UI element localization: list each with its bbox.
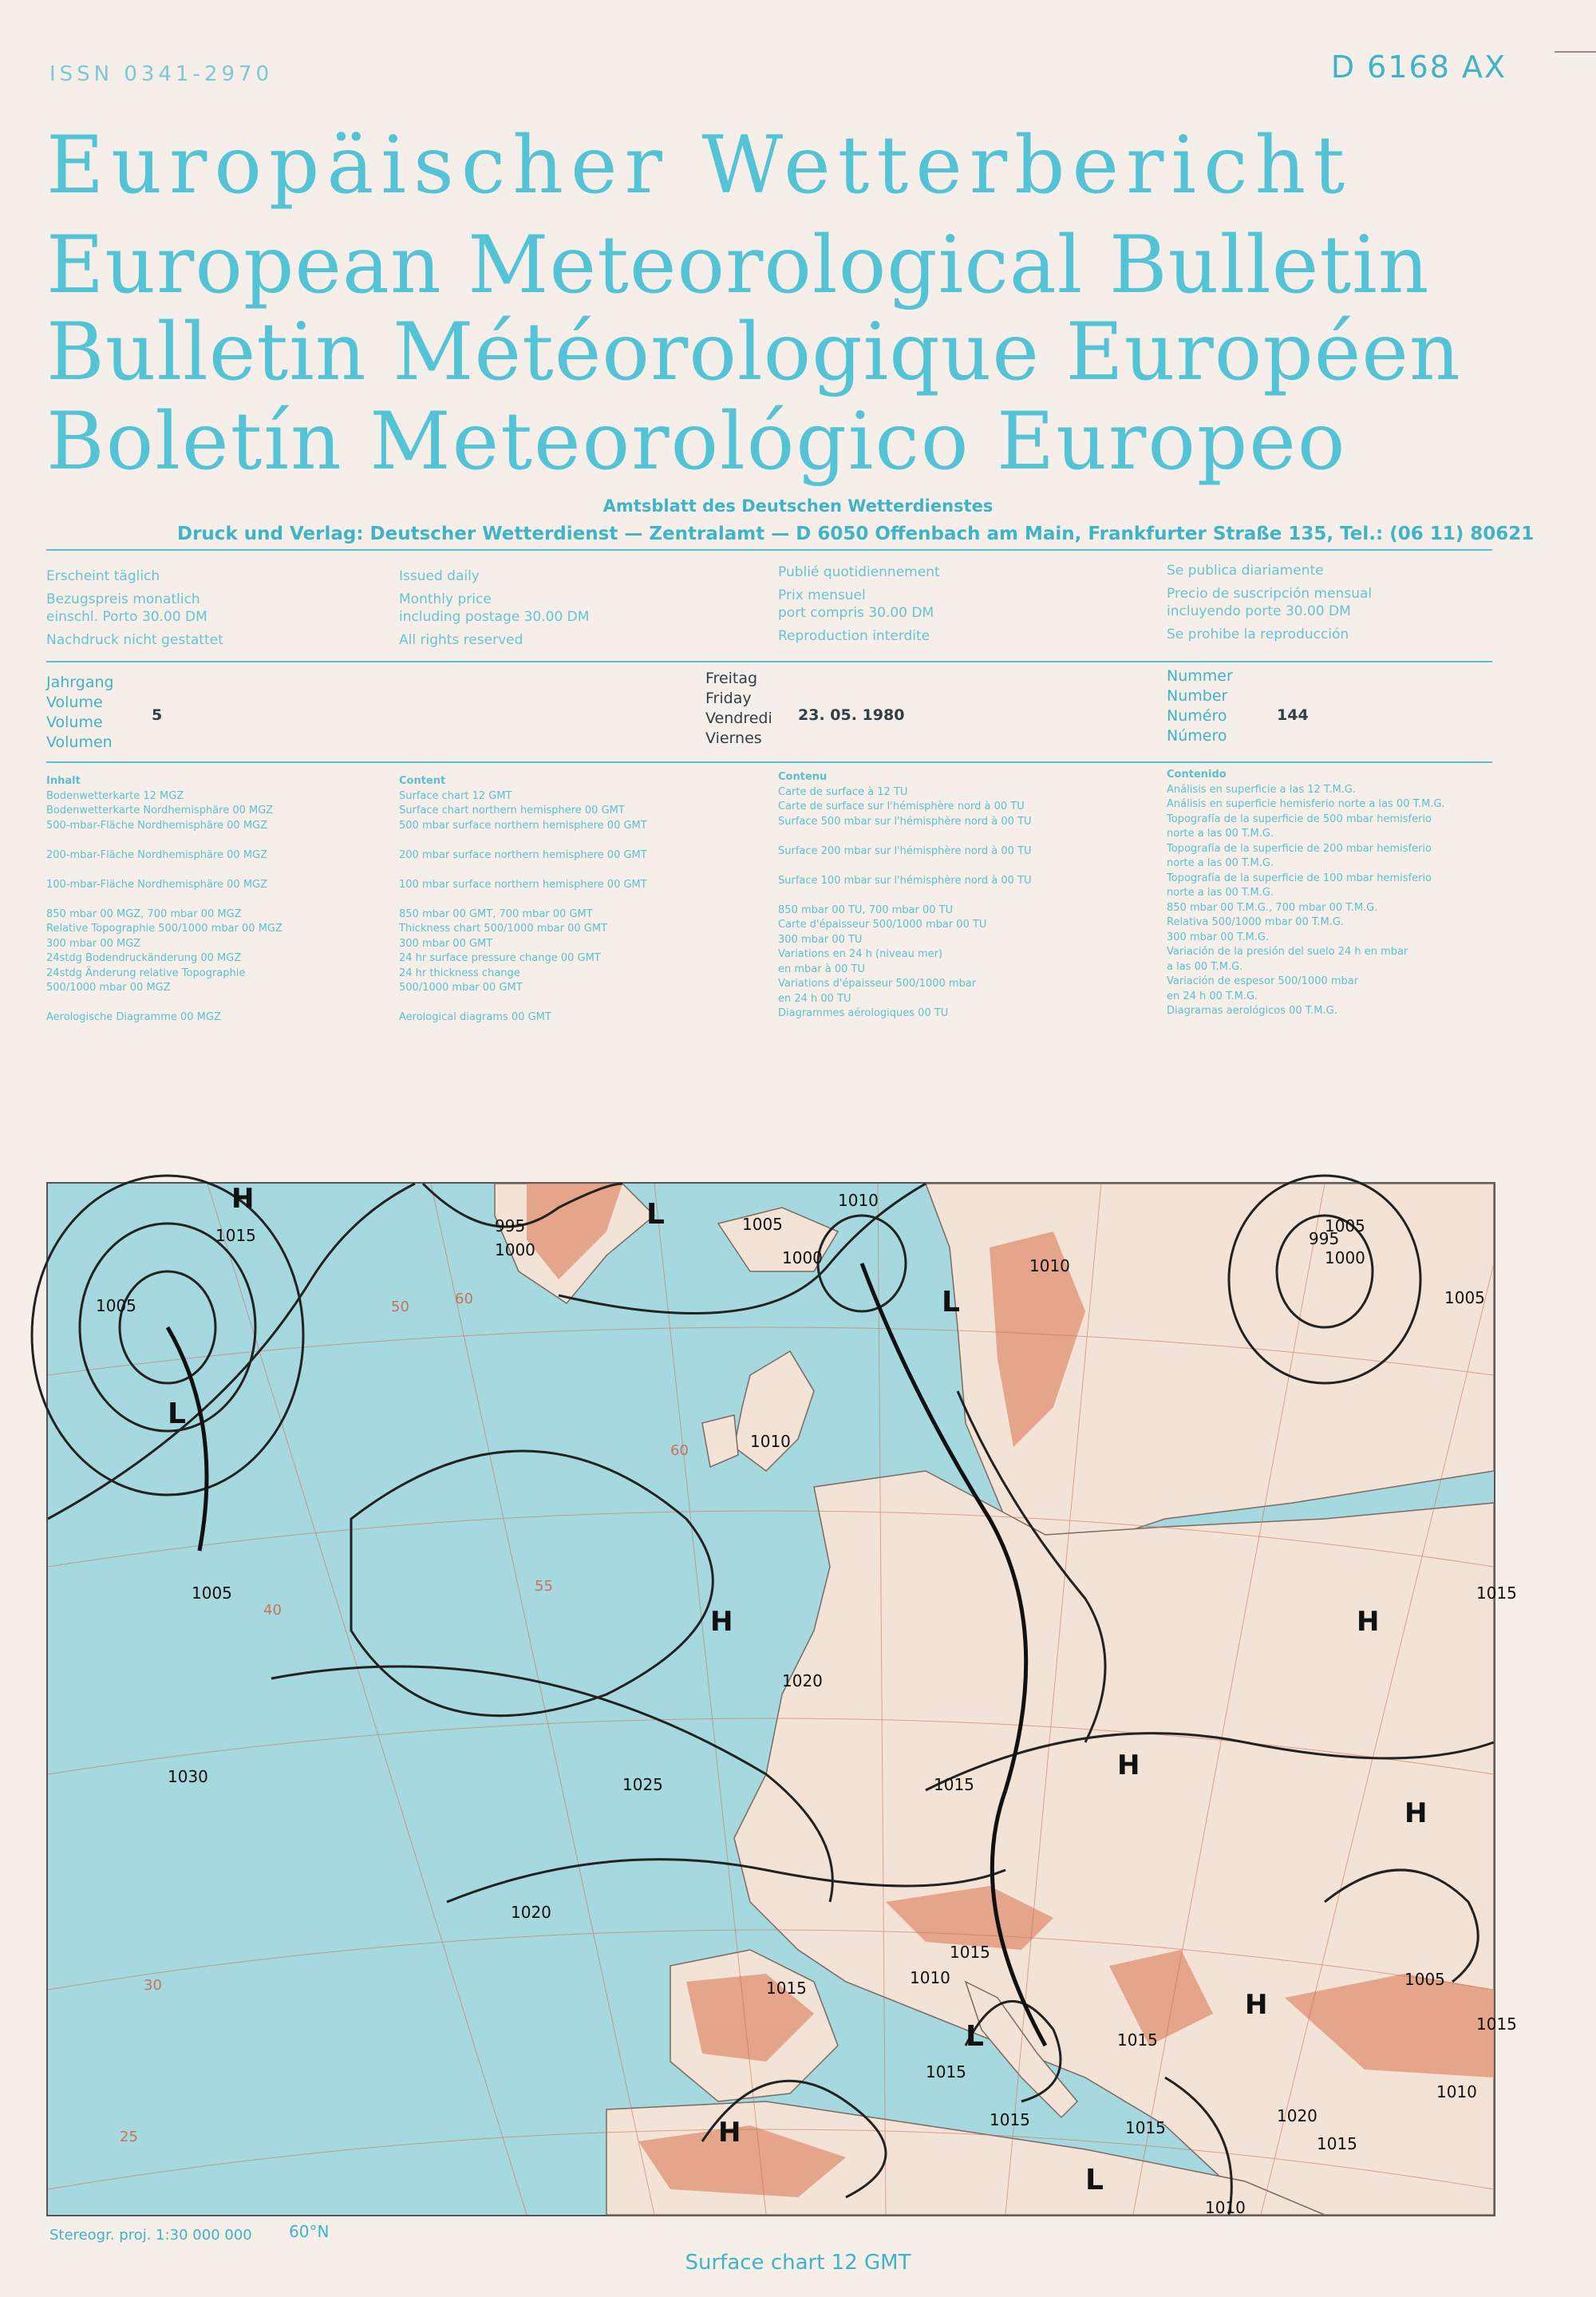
isobar-label: 1020 [1277,2106,1317,2125]
high-pressure-center: H [1404,1797,1428,1829]
contents-item [46,996,282,1011]
graticule-label: 25 [120,2129,138,2145]
contents-item: Surface 200 mbar sur l'hémisphère nord à 00 TU [778,844,1032,857]
contents-item: Surface 500 mbar sur l'hémisphère nord à 00 TU [778,815,1032,828]
isobar-label: 1010 [838,1191,879,1210]
graticule-label: 60 [455,1291,473,1307]
day-labels [705,669,772,749]
isobar-label: 1000 [1325,1248,1365,1267]
contents-item: Carte de surface sur l'hémisphère nord à 00 TU [778,801,1025,812]
contents-heading: Content [399,775,446,787]
contents-item: 24 hr surface pressure change 00 GMT [399,952,601,964]
sub-es-line: Se prohibe la reproducción [1167,627,1349,642]
contents-item: Bodenwetterkarte Nordhemisphäre 00 MGZ [46,805,274,816]
low-pressure-center: L [966,2020,984,2053]
contents-item: Aerologische Diagramme 00 MGZ [46,1011,221,1023]
graticule-label: 55 [535,1578,553,1595]
projection-note: Stereogr. proj. 1:30 000 000 [49,2227,252,2244]
issue-number: 144 [1277,706,1309,724]
surface-chart-map [46,1182,1517,2217]
subscription-fr [778,563,940,645]
isobar-label: 1015 [1317,2134,1357,2153]
corner-mark [1555,51,1596,53]
latitude-note: 60°N [289,2222,330,2241]
volume-number: 5 [152,706,163,724]
contents-item: 300 mbar 00 MGZ [46,937,141,950]
contents-item: en mbar à 00 TU [778,963,865,975]
contents-item: Surface chart northern hemisphere 00 GMT [399,805,625,816]
number-label: Number [1167,687,1228,705]
isobar-label: 1010 [1205,2198,1246,2217]
contents-item: Análisis en superficie a las 12 T.M.G. [1167,783,1357,796]
low-pressure-center: L [942,1286,960,1319]
volume-label: Volumen [46,733,113,751]
contents-item: Bodenwetterkarte 12 MGZ [46,789,184,802]
number-label: Numéro [1167,707,1227,725]
volume-labels [46,673,114,753]
isobar-label: 1005 [1404,1970,1445,1989]
contents-item: Diagrammes aérologiques 00 TU [778,1007,949,1019]
sub-de-line: einschl. Porto 30.00 DM [46,609,207,625]
contents-item: 850 mbar 00 T.M.G., 700 mbar 00 T.M.G. [1167,901,1378,914]
title-english: European Meteorological Bulletin [46,219,1430,311]
isobar-label: 1010 [1029,1256,1070,1275]
isobar-label: 1030 [168,1767,208,1786]
contents-item: Carte de surface à 12 TU [778,785,908,798]
isobar-label: 1005 [192,1583,232,1603]
contents-item: en 24 h 00 T.M.G. [1167,990,1258,1002]
day-label: Friday [705,690,752,707]
contents-item: 500/1000 mbar 00 MGZ [46,982,171,994]
contents-item: 200-mbar-Fläche Nordhemisphäre 00 MGZ [46,848,268,861]
contents-item: 24 hr thickness change [399,967,520,979]
isobar-label: 1000 [782,1248,823,1267]
contents-item: a las 00 T.M.G. [1167,960,1243,973]
isobar-label: 1015 [215,1226,256,1245]
isobar-label: 1015 [766,1979,807,1998]
contents-item [399,996,647,1011]
contents-item: 850 mbar 00 MGZ, 700 mbar 00 MGZ [46,907,242,920]
high-pressure-center: H [231,1183,255,1215]
high-pressure-center: H [718,2117,741,2149]
isobar-label: 1010 [750,1432,791,1451]
contents-item: 24stdg Bodendruckänderung 00 MGZ [46,952,242,964]
contents-item [778,829,1032,844]
isobar-label: 1010 [1436,2082,1477,2101]
divider [46,549,1492,551]
contents-item: Carte d'épaisseur 500/1000 mbar 00 TU [778,919,987,931]
sub-en-line: All rights reserved [399,632,523,648]
isobar-label: 1000 [495,1240,535,1259]
contents-item [399,863,647,878]
issue-date: 23. 05. 1980 [798,706,905,724]
sub-en-line: including postage 30.00 DM [399,609,590,625]
isobar-label: 1015 [950,1943,990,1962]
day-label: Freitag [705,670,758,687]
contents-item: 850 mbar 00 TU, 700 mbar 00 TU [778,903,954,916]
sub-en-line: Monthly price [399,591,492,607]
low-pressure-center: L [1085,2164,1104,2196]
contents-item: 850 mbar 00 GMT, 700 mbar 00 GMT [399,907,593,920]
isobar-label: 1005 [96,1296,136,1315]
subscription-es [1167,562,1372,643]
contents-item: norte a las 00 T.M.G. [1167,887,1274,899]
contents-item [46,833,282,848]
contents-de [46,774,282,1026]
contents-item [778,888,1032,903]
sub-de-line: Nachdruck nicht gestattet [46,632,223,648]
number-labels [1167,666,1233,746]
sub-es-line: Se publica diariamente [1167,563,1324,579]
isobar-label: 1015 [1125,2118,1166,2137]
contents-item: Surface 100 mbar sur l'hémisphère nord à 00 TU [778,874,1032,887]
contents-item [399,892,647,907]
isobar-label: 1005 [1444,1288,1485,1307]
contents-item: Surface chart 12 GMT [399,789,512,802]
contents-item: norte a las 00 T.M.G. [1167,828,1274,840]
isobar-label: 995 [1309,1229,1340,1248]
title-french: Bulletin Météorologique Européen [46,306,1461,398]
title-german: Europäischer Wetterbericht [46,120,1353,212]
contents-item: Topografía de la superficie de 100 mbar hemisferio [1167,872,1432,884]
contents-item: en 24 h 00 TU [778,992,851,1005]
contents-item: 500/1000 mbar 00 GMT [399,982,523,994]
divider [46,661,1492,662]
isobar-label: 1015 [1476,2014,1517,2034]
sub-fr-line: port compris 30.00 DM [778,605,934,621]
contents-item: Relative Topographie 500/1000 mbar 00 MGZ [46,923,282,935]
contents-heading: Contenido [1167,769,1227,781]
publication-code: D 6168 AX [1330,49,1507,85]
day-label: Vendredi [705,710,772,727]
title-spanish: Boletín Meteorológico Europeo [46,396,1347,488]
isobar-label: 1025 [622,1775,663,1794]
number-label: Nummer [1167,667,1233,685]
isobar-label: 1015 [934,1775,974,1794]
high-pressure-center: H [1357,1606,1380,1638]
contents-item: Topografía de la superficie de 500 mbar hemisferio [1167,812,1432,825]
volume-label: Jahrgang [46,674,114,691]
high-pressure-center: H [710,1606,733,1638]
graticule-label: 60 [670,1442,689,1459]
contents-item [46,892,282,907]
contents-fr [778,770,1032,1022]
contents-item: norte a las 00 T.M.G. [1167,857,1274,869]
high-pressure-center: H [1245,1989,1268,2021]
sub-fr-line: Publié quotidiennement [778,564,940,580]
surface-chart-svg [48,1183,1517,2217]
isobar-label: 1005 [742,1215,783,1234]
isobar-label: 1005 [1325,1216,1365,1235]
contents-heading: Contenu [778,771,828,783]
sub-es-line: incluyendo porte 30.00 DM [1167,603,1351,619]
contents-item: 24stdg Änderung relative Topographie [46,967,246,979]
contents-en [399,774,647,1026]
isobar-label: 1015 [1117,2030,1158,2050]
contents-item: Aerological diagrams 00 GMT [399,1011,551,1023]
day-label: Viernes [705,729,762,747]
isobar-label: 995 [495,1216,526,1235]
map-caption: Surface chart 12 GMT [685,2251,911,2275]
contents-item: Variación de espesor 500/1000 mbar [1167,975,1359,987]
issn: ISSN 0341-2970 [49,62,274,86]
isobar-label: 1020 [511,1903,551,1922]
amtsblatt: Amtsblatt des Deutschen Wetterdienstes [602,496,994,516]
sub-de-line: Erscheint täglich [46,568,160,584]
subscription-en [399,567,589,649]
volume-label: Volume [46,714,103,731]
contents-item: 100-mbar-Fläche Nordhemisphäre 00 MGZ [46,878,268,891]
sub-fr-line: Prix mensuel [778,587,866,603]
sub-en-line: Issued daily [399,568,480,584]
isobar-label: 1010 [910,1968,950,1987]
contents-item: Thickness chart 500/1000 mbar 00 GMT [399,923,607,935]
publisher-line: Druck und Verlag: Deutscher Wetterdienst — Zentralamt — D 6050 Offenbach am Main, Frankfurter Straße 135, Tel.: (06 11) 80621 [177,524,1535,544]
contents-item: Análisis en superficie hemisferio norte a las 00 T.M.G. [1167,798,1445,810]
contents-item: Variations en 24 h (niveau mer) [778,948,943,960]
divider [46,761,1492,763]
graticule-label: 30 [144,1977,162,1994]
contents-es [1167,768,1445,1019]
contents-item: 500 mbar surface northern hemisphere 00 GMT [399,819,647,832]
volume-label: Volume [46,694,103,711]
isobar-label: 1015 [990,2110,1030,2129]
isobar-label: 1020 [782,1671,823,1690]
contents-item: Topografía de la superficie de 200 mbar hemisferio [1167,842,1432,855]
contents-item: Diagramas aerológicos 00 T.M.G. [1167,1005,1337,1017]
contents-item: 100 mbar surface northern hemisphere 00 GMT [399,878,647,891]
contents-item: Variations d'épaisseur 500/1000 mbar [778,978,977,990]
graticule-label: 40 [263,1602,282,1619]
sub-de-line: Bezugspreis monatlich [46,591,200,607]
contents-item [778,859,1032,874]
graticule-label: 50 [391,1299,409,1315]
contents-item: 200 mbar surface northern hemisphere 00 GMT [399,848,647,861]
isobar-label: 1015 [926,2062,966,2082]
subscription-de [46,567,223,649]
number-label: Número [1167,727,1227,745]
contents-item: 300 mbar 00 T.M.G. [1167,931,1270,943]
contents-item: 500-mbar-Fläche Nordhemisphäre 00 MGZ [46,819,268,832]
sub-es-line: Precio de suscripción mensual [1167,586,1373,602]
contents-item: 300 mbar 00 GMT [399,937,493,950]
contents-item: 300 mbar 00 TU [778,933,863,946]
contents-item [399,833,647,848]
contents-heading: Inhalt [46,775,81,787]
isobar-label: 1015 [1476,1583,1517,1603]
contents-item: Relativa 500/1000 mbar 00 T.M.G. [1167,916,1345,928]
low-pressure-center: L [646,1198,665,1231]
low-pressure-center: L [168,1398,186,1430]
sub-fr-line: Reproduction interdite [778,628,930,644]
contents-item: Variación de la presión del suelo 24 h en mbar [1167,946,1408,958]
high-pressure-center: H [1117,1749,1140,1781]
contents-item [46,863,282,878]
